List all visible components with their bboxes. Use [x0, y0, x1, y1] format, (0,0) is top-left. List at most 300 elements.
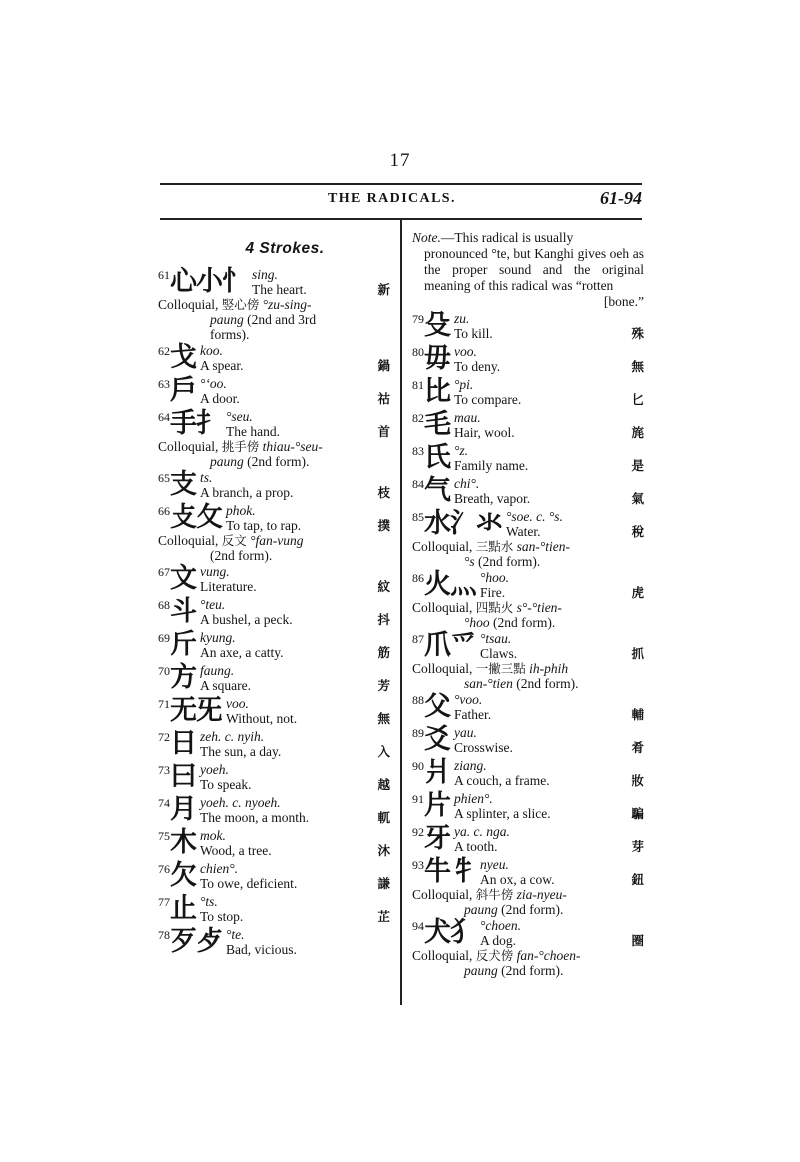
- entry-head: [158, 827, 390, 859]
- entry-head: [158, 761, 390, 793]
- radical-glyphs: 爻: [424, 724, 450, 755]
- entry-text: [200, 470, 293, 500]
- radical-glyphs: 文: [170, 563, 196, 594]
- example-character: 芷: [377, 909, 390, 924]
- radical-entry: [412, 310, 644, 343]
- entry-head: [158, 794, 390, 826]
- colloquial-form: [158, 439, 390, 469]
- example-character: 鍋: [377, 358, 390, 373]
- pronunciation: °ts.: [200, 894, 218, 909]
- example-character: 氣: [631, 491, 644, 506]
- colloquial-line2-rest: (2nd form).: [497, 963, 564, 978]
- radical-number: 62: [158, 344, 170, 358]
- pronunciation: chien°.: [200, 861, 239, 876]
- colloquial-line2-rest: (2nd form).: [512, 676, 579, 691]
- radical-entry: [412, 823, 644, 856]
- radical-entry: [158, 728, 390, 761]
- colloquial-line2: [412, 554, 644, 569]
- pronunciation: °‘oo.: [200, 376, 227, 391]
- note-first-line: [412, 230, 644, 246]
- radical-entry: [158, 266, 390, 342]
- radical-entry: [158, 695, 390, 728]
- pronunciation: °tsau.: [480, 631, 512, 646]
- radical-number: 88: [412, 693, 424, 707]
- pronunciation: koo.: [200, 343, 223, 358]
- radical-glyphs: 月: [170, 794, 196, 825]
- pronunciation: °soe. c. °s.: [506, 509, 563, 524]
- pronunciation: mok.: [200, 828, 226, 843]
- radical-entry: [412, 691, 644, 724]
- radical-entry: [412, 343, 644, 376]
- radical-number: 89: [412, 726, 424, 740]
- entry-text: [226, 409, 280, 439]
- pronunciation: °hoo.: [480, 570, 510, 585]
- pronunciation: °voo.: [454, 692, 483, 707]
- pronunciation: °z.: [454, 443, 469, 458]
- entry-text: [200, 663, 251, 693]
- pronunciation: ts.: [200, 470, 213, 485]
- running-title: THE RADICALS.: [328, 191, 456, 206]
- radical-number: 66: [158, 504, 170, 518]
- colloquial-line2: [412, 615, 644, 630]
- meaning: Without, not.: [226, 711, 298, 726]
- radical-glyphs: 水氵氺: [424, 508, 502, 539]
- radical-glyphs: 牙: [424, 823, 450, 854]
- radical-entry: [158, 662, 390, 695]
- radical-glyphs: 欠: [170, 860, 196, 891]
- radical-entry: [158, 596, 390, 629]
- meaning: Father.: [454, 707, 492, 722]
- example-character: 芽: [631, 839, 644, 854]
- colloquial-line2-italic: paung: [210, 312, 244, 327]
- entry-head: [158, 563, 390, 595]
- radical-entry: [412, 757, 644, 790]
- note-label: Note.: [412, 230, 441, 245]
- colloquial-line2-rest: (2nd form).: [474, 554, 541, 569]
- radical-entry: [412, 475, 644, 508]
- entry-head: [412, 508, 644, 540]
- radical-entry: [158, 375, 390, 408]
- meaning: A square.: [200, 678, 251, 693]
- meaning: Hair, wool.: [454, 425, 515, 440]
- radical-glyphs: 比: [424, 376, 450, 407]
- colloquial-prefix: Colloquial,: [158, 439, 222, 454]
- note-line1: —This radical is usually: [440, 230, 574, 245]
- colloquial-hanzi: 反文: [221, 533, 247, 548]
- entry-text: [200, 597, 293, 627]
- entry-head: [412, 630, 644, 662]
- radical-entry: [158, 342, 390, 375]
- radical-number: 76: [158, 862, 170, 876]
- colloquial-prefix: Colloquial,: [412, 539, 476, 554]
- colloquial-line2-rest: (2nd form).: [497, 902, 564, 917]
- pronunciation: vung.: [200, 564, 230, 579]
- example-character: 圈: [631, 933, 644, 948]
- entry-text: [454, 311, 493, 341]
- radical-glyphs: 木: [170, 827, 196, 858]
- section-title: 4 Strokes.: [245, 240, 325, 257]
- radical-glyphs: 歹歺: [170, 926, 222, 957]
- meaning: To kill.: [454, 326, 493, 341]
- note-end: [bone.”: [603, 294, 644, 309]
- entry-head: [412, 569, 644, 601]
- radical-entry: [158, 794, 390, 827]
- colloquial-romanized: san-°tien-: [516, 539, 571, 554]
- entry-text: [454, 377, 521, 407]
- entry-text: [454, 692, 491, 722]
- colloquial-form: [412, 887, 644, 917]
- colloquial-romanized: °zu-sing-: [262, 297, 312, 312]
- column-divider: [400, 219, 402, 1005]
- pronunciation: kyung.: [200, 630, 236, 645]
- colloquial-line2-italic: paung: [464, 963, 498, 978]
- entry-text: [200, 376, 240, 406]
- entry-head: [158, 893, 390, 925]
- pronunciation: phok.: [226, 503, 256, 518]
- colloquial-prefix: Colloquial,: [412, 600, 476, 615]
- entry-head: [412, 691, 644, 723]
- colloquial-romanized: fan-°choen-: [516, 948, 581, 963]
- meaning: To stop.: [200, 909, 244, 924]
- radical-number: 92: [412, 825, 424, 839]
- example-character: 枝: [377, 485, 390, 500]
- radical-entry: [412, 409, 644, 442]
- colloquial-romanized: °fan-vung: [250, 533, 304, 548]
- entry-text: [226, 503, 301, 533]
- radical-number: 68: [158, 598, 170, 612]
- radical-entry: [412, 442, 644, 475]
- note-block: [412, 230, 644, 310]
- example-character: 殊: [631, 326, 644, 341]
- entry-text: [454, 824, 510, 854]
- meaning: Claws.: [480, 646, 518, 661]
- meaning: Breath, vapor.: [454, 491, 531, 506]
- colloquial-line2: [412, 963, 644, 978]
- radical-glyphs: 毛: [424, 409, 450, 440]
- entry-text: [200, 894, 243, 924]
- pronunciation: ya. c. nga.: [454, 824, 510, 839]
- radical-glyphs: 方: [170, 662, 196, 693]
- radical-number: 70: [158, 664, 170, 678]
- example-character: 新: [377, 282, 390, 297]
- pronunciation: voo.: [226, 696, 249, 711]
- radical-glyphs: 心小忄: [170, 266, 248, 297]
- right-column: [412, 230, 644, 978]
- radical-number: 85: [412, 510, 424, 524]
- entry-text: [454, 725, 513, 755]
- radical-number: 93: [412, 858, 424, 872]
- colloquial-prefix: Colloquial,: [412, 661, 476, 676]
- radical-entry: [412, 790, 644, 823]
- meaning: Water.: [506, 524, 541, 539]
- pronunciation: °choen.: [480, 918, 522, 933]
- example-character: 芳: [377, 678, 390, 693]
- radical-entry: [412, 508, 644, 569]
- entry-head: [158, 408, 390, 440]
- radical-entry: [158, 563, 390, 596]
- colloquial-hanzi: 一撇三點: [475, 661, 526, 676]
- radical-glyphs: 氏: [424, 442, 450, 473]
- entry-text: [480, 918, 521, 948]
- entry-head: [158, 266, 390, 298]
- entry-text: [200, 795, 309, 825]
- meaning: A door.: [200, 391, 240, 406]
- radical-entry: [412, 630, 644, 691]
- entry-text: [200, 762, 252, 792]
- example-character: 虎: [631, 585, 644, 600]
- entry-head: [412, 856, 644, 888]
- radical-glyphs: 斤: [170, 629, 196, 660]
- entry-head: [412, 343, 644, 375]
- right-entry-list: [412, 310, 644, 978]
- colloquial-romanized: s°-°tien-: [516, 600, 562, 615]
- radical-entry: [412, 376, 644, 409]
- pronunciation: zu.: [454, 311, 470, 326]
- radical-number: 73: [158, 763, 170, 777]
- colloquial-line2-italic: paung: [464, 902, 498, 917]
- pronunciation: sing.: [252, 267, 278, 282]
- radical-glyphs: 戶: [170, 375, 196, 406]
- radical-entry: [158, 827, 390, 860]
- entry-text: [200, 729, 281, 759]
- pronunciation: zeh. c. nyih.: [200, 729, 265, 744]
- entry-text: [454, 443, 528, 473]
- colloquial-line2-rest: (2nd form).: [243, 454, 310, 469]
- meaning: Wood, a tree.: [200, 843, 272, 858]
- colloquial-line2-italic: °s: [464, 554, 475, 569]
- radical-glyphs: 手扌: [170, 408, 222, 439]
- example-character: 是: [631, 458, 644, 473]
- colloquial-hanzi: 斜牛傍: [475, 887, 514, 902]
- colloquial-line2: [158, 454, 390, 469]
- radical-glyphs: 日: [170, 728, 196, 759]
- radical-number: 72: [158, 730, 170, 744]
- entry-head: [412, 442, 644, 474]
- pronunciation: yau.: [454, 725, 477, 740]
- radical-number: 82: [412, 411, 424, 425]
- entry-text: [200, 564, 257, 594]
- radical-number: 83: [412, 444, 424, 458]
- entry-head: [412, 376, 644, 408]
- meaning: Fire.: [480, 585, 506, 600]
- radical-number: 81: [412, 378, 424, 392]
- radical-entry: [158, 469, 390, 502]
- meaning: A bushel, a peck.: [200, 612, 293, 627]
- meaning: A dog.: [480, 933, 517, 948]
- entry-head: [412, 310, 644, 342]
- entry-text: [480, 857, 554, 887]
- pronunciation: faung.: [200, 663, 235, 678]
- colloquial-line2: [412, 902, 644, 917]
- entry-head: [158, 926, 390, 958]
- radical-number: 84: [412, 477, 424, 491]
- radical-glyphs: 气: [424, 475, 450, 506]
- header-rule-top: [160, 183, 642, 185]
- example-character: 謙: [377, 876, 390, 891]
- radical-glyphs: 片: [424, 790, 450, 821]
- radical-entry: [412, 856, 644, 917]
- colloquial-romanized: zia-nyeu-: [516, 887, 567, 902]
- example-character: 抖: [377, 612, 390, 627]
- example-character: 軏: [377, 810, 390, 825]
- entry-text: [200, 861, 297, 891]
- radical-number: 64: [158, 410, 170, 424]
- radical-glyphs: 犬犭: [424, 917, 476, 948]
- radical-entry: [158, 629, 390, 662]
- radical-glyphs: 牛牜: [424, 856, 476, 887]
- colloquial-hanzi: 四點火: [475, 600, 514, 615]
- pronunciation: mau.: [454, 410, 481, 425]
- radical-number: 79: [412, 312, 424, 326]
- colloquial-romanized: ih-phih: [529, 661, 569, 676]
- left-entry-list: [158, 266, 390, 959]
- meaning: A branch, a prop.: [200, 485, 294, 500]
- example-character: 紋: [377, 579, 390, 594]
- meaning: The sun, a day.: [200, 744, 282, 759]
- radical-glyphs: 支: [170, 469, 196, 500]
- example-character: 沐: [377, 843, 390, 858]
- meaning: Literature.: [200, 579, 257, 594]
- entry-text: [200, 630, 283, 660]
- meaning: A tooth.: [454, 839, 498, 854]
- radical-entry: [158, 502, 390, 563]
- meaning: To compare.: [454, 392, 522, 407]
- entry-head: [158, 860, 390, 892]
- pronunciation: °te.: [226, 927, 245, 942]
- radical-glyphs: 斗: [170, 596, 196, 627]
- example-character: 稅: [631, 524, 644, 539]
- radical-number: 61: [158, 268, 170, 282]
- colloquial-line2-rest: (2nd form).: [489, 615, 556, 630]
- entry-head: [158, 662, 390, 694]
- entry-head: [158, 596, 390, 628]
- radical-number: 80: [412, 345, 424, 359]
- entry-text: [200, 828, 272, 858]
- entry-text: [252, 267, 307, 297]
- example-character: 首: [377, 424, 390, 439]
- page-number: 17: [389, 150, 411, 171]
- entry-text: [506, 509, 563, 539]
- meaning: Crosswise.: [454, 740, 513, 755]
- entry-head: [412, 823, 644, 855]
- radical-glyphs: 戈: [170, 342, 196, 373]
- example-character: 抓: [631, 646, 644, 661]
- entry-text: [454, 476, 530, 506]
- colloquial-form: [412, 539, 644, 569]
- radical-number: 75: [158, 829, 170, 843]
- colloquial-line2: [158, 548, 390, 563]
- colloquial-line3: forms).: [210, 327, 250, 342]
- colloquial-line2-rest: (2nd and 3rd: [243, 312, 317, 327]
- note-body: pronounced °te, but Kanghi gives oeh as the proper sound and the original meaning of this radical was “rotten: [424, 246, 644, 293]
- example-character: 鈕: [631, 872, 644, 887]
- colloquial-line2: [412, 676, 644, 691]
- entry-text: [226, 696, 297, 726]
- radical-number: 90: [412, 759, 424, 773]
- radical-entry: [412, 569, 644, 630]
- radical-range: 61-94: [600, 188, 642, 208]
- colloquial-form: [412, 661, 644, 691]
- example-character: 輔: [631, 707, 644, 722]
- colloquial-line2-rest: (2nd form).: [210, 548, 273, 563]
- radical-number: 94: [412, 919, 424, 933]
- entry-head: [412, 409, 644, 441]
- radical-entry: [158, 893, 390, 926]
- pronunciation: phien°.: [454, 791, 493, 806]
- entry-head: [158, 728, 390, 760]
- radical-number: 91: [412, 792, 424, 806]
- radical-glyphs: 火灬: [424, 569, 476, 600]
- radical-number: 71: [158, 697, 170, 711]
- entry-text: [200, 343, 244, 373]
- colloquial-hanzi: 竪心傍: [221, 297, 260, 312]
- colloquial-form: [158, 297, 390, 342]
- entry-head: [158, 502, 390, 534]
- radical-glyphs: 殳: [424, 310, 450, 341]
- entry-head: [412, 917, 644, 949]
- radical-number: 65: [158, 471, 170, 485]
- colloquial-line2-italic: san-°tien: [464, 676, 513, 691]
- radical-glyphs: 止: [170, 893, 196, 924]
- radical-glyphs: 攴攵: [170, 502, 222, 533]
- pronunciation: ziang.: [454, 758, 487, 773]
- example-character: 肴: [631, 740, 644, 755]
- example-character: 撲: [377, 518, 390, 533]
- meaning: Family name.: [454, 458, 529, 473]
- meaning: A spear.: [200, 358, 244, 373]
- colloquial-form: [412, 948, 644, 978]
- radical-glyphs: 爪爫: [424, 630, 476, 661]
- radical-glyphs: 毋: [424, 343, 450, 374]
- entry-text: [226, 927, 297, 957]
- example-character: 妝: [631, 773, 644, 788]
- colloquial-prefix: Colloquial,: [412, 948, 476, 963]
- radical-glyphs: 父: [424, 691, 450, 722]
- entry-text: [454, 758, 550, 788]
- pronunciation: nyeu.: [480, 857, 509, 872]
- entry-head: [412, 724, 644, 756]
- example-character: 匕: [631, 392, 644, 407]
- pronunciation: °seu.: [226, 409, 253, 424]
- pronunciation: yoeh.: [200, 762, 229, 777]
- meaning: A couch, a frame.: [454, 773, 550, 788]
- colloquial-prefix: Colloquial,: [412, 887, 476, 902]
- colloquial-hanzi: 挑手傍: [221, 439, 260, 454]
- colloquial-line2: [158, 312, 390, 327]
- example-character: 祜: [377, 391, 390, 406]
- radical-number: 77: [158, 895, 170, 909]
- example-character: 無: [631, 359, 644, 374]
- entry-text: [454, 344, 500, 374]
- example-character: 入: [377, 744, 390, 759]
- meaning: To speak.: [200, 777, 252, 792]
- radical-glyphs: 爿: [424, 757, 450, 788]
- radical-glyphs: 曰: [170, 761, 196, 792]
- entry-text: [454, 410, 515, 440]
- meaning: To owe, deficient.: [200, 876, 298, 891]
- radical-entry: [158, 408, 390, 469]
- colloquial-hanzi: 反犬傍: [475, 948, 514, 963]
- meaning: An ox, a cow.: [480, 872, 555, 887]
- radical-entry: [412, 724, 644, 757]
- example-character: 騙: [631, 806, 644, 821]
- radical-entry: [158, 860, 390, 893]
- radical-glyphs: 无旡: [170, 695, 222, 726]
- entry-head: [158, 629, 390, 661]
- pronunciation: voo.: [454, 344, 477, 359]
- entry-text: [480, 570, 509, 600]
- colloquial-line2-italic: °hoo: [464, 615, 490, 630]
